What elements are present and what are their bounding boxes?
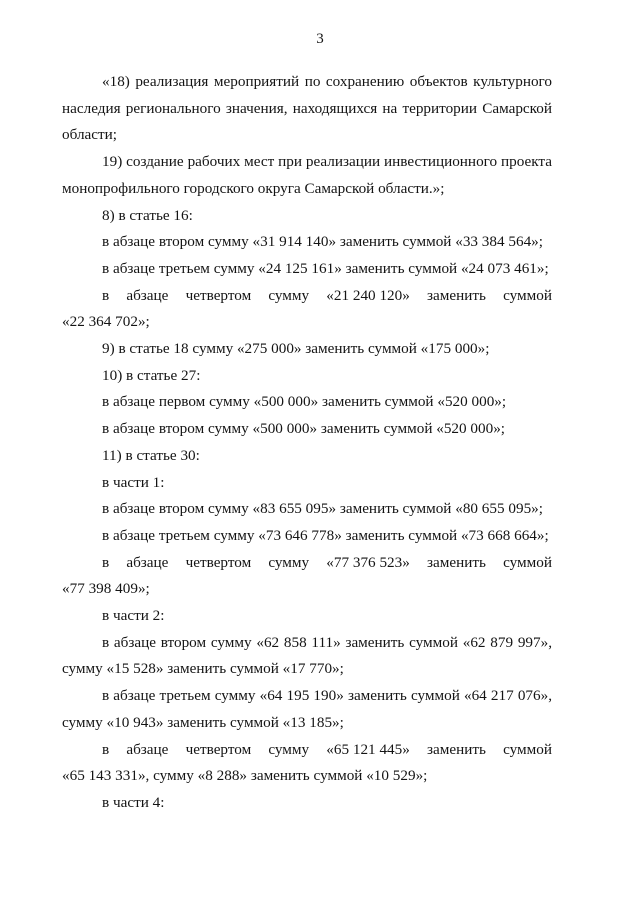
paragraph bbox=[62, 283, 552, 336]
paragraph bbox=[62, 630, 552, 683]
paragraph bbox=[62, 790, 552, 817]
paragraph bbox=[62, 69, 552, 149]
page-number: 3 bbox=[316, 31, 324, 47]
paragraph-continuation: «22 364 702»; bbox=[62, 313, 150, 331]
word: сумму bbox=[268, 286, 310, 304]
word: четвертом bbox=[185, 740, 252, 758]
word: «21 240 120» bbox=[326, 286, 410, 304]
word: в bbox=[102, 553, 110, 571]
word: суммой bbox=[503, 740, 552, 758]
word: сумму bbox=[268, 740, 310, 758]
paragraph bbox=[62, 256, 552, 283]
paragraph-text: в абзаце третьем сумму «73 646 778» заменить суммой «73 668 664»; bbox=[102, 526, 549, 544]
paragraph bbox=[62, 389, 552, 416]
paragraph bbox=[62, 523, 552, 550]
word: четвертом bbox=[185, 553, 252, 571]
paragraph-text: в абзаце первом сумму «500 000» заменить суммой «520 000»; bbox=[102, 393, 507, 411]
paragraph-continuation: «65 143 331», сумму «8 288» заменить суммой «10 529»; bbox=[62, 767, 428, 785]
paragraph-text: в абзаце третьем сумму «64 195 190» заменить суммой «64 217 076», сумму «10 943» заменить суммой «13 185»; bbox=[62, 687, 552, 731]
word: сумму bbox=[268, 553, 310, 571]
paragraph-text: в части 4: bbox=[102, 793, 165, 811]
paragraph-text: в части 1: bbox=[102, 473, 165, 491]
document-body bbox=[62, 69, 552, 817]
word: в bbox=[102, 740, 110, 758]
paragraph-first-line bbox=[62, 737, 552, 764]
word: заменить bbox=[426, 740, 486, 758]
word: суммой bbox=[503, 553, 552, 571]
paragraph-text: 11) в статье 30: bbox=[102, 446, 200, 464]
paragraph bbox=[62, 683, 552, 736]
word: заменить bbox=[426, 286, 486, 304]
paragraph bbox=[62, 336, 552, 363]
word: суммой bbox=[503, 286, 552, 304]
paragraph-continuation: «77 398 409»; bbox=[62, 580, 150, 598]
word: четвертом bbox=[185, 286, 252, 304]
paragraph bbox=[62, 737, 552, 790]
paragraph-text: в абзаце втором сумму «62 858 111» заменить суммой «62 879 997», сумму «15 528» заменить суммой «17 770»; bbox=[62, 633, 552, 678]
paragraph bbox=[62, 203, 552, 230]
paragraph-text: в абзаце третьем сумму «24 125 161» заменить суммой «24 073 461»; bbox=[102, 259, 549, 277]
word: абзаце bbox=[126, 553, 169, 571]
paragraph-text: 8) в статье 16: bbox=[102, 206, 193, 224]
word: абзаце bbox=[126, 286, 169, 304]
paragraph bbox=[62, 363, 552, 390]
paragraph-text: в абзаце втором сумму «83 655 095» заменить суммой «80 655 095»; bbox=[102, 500, 543, 518]
paragraph-first-line bbox=[62, 550, 552, 577]
paragraph-first-line bbox=[62, 283, 552, 310]
paragraph bbox=[62, 443, 552, 470]
paragraph bbox=[62, 496, 552, 523]
paragraph-text: в абзаце втором сумму «500 000» заменить суммой «520 000»; bbox=[102, 420, 506, 438]
paragraph bbox=[62, 603, 552, 630]
paragraph-text: 9) в статье 18 сумму «275 000» заменить суммой «175 000»; bbox=[102, 340, 490, 358]
paragraph bbox=[62, 229, 552, 256]
paragraph bbox=[62, 470, 552, 497]
paragraph-text: 10) в статье 27: bbox=[102, 366, 201, 384]
word: абзаце bbox=[126, 740, 169, 758]
paragraph-text: 19) создание рабочих мест при реализации инвестиционного проекта монопрофильного городского округа Самарской области.»; bbox=[62, 153, 552, 197]
paragraph-text: в части 2: bbox=[102, 607, 165, 625]
paragraph bbox=[62, 550, 552, 603]
paragraph bbox=[62, 149, 552, 202]
word: заменить bbox=[426, 553, 486, 571]
word: в bbox=[102, 286, 110, 304]
paragraph bbox=[62, 416, 552, 443]
word: «65 121 445» bbox=[326, 740, 410, 758]
word: «77 376 523» bbox=[326, 553, 410, 571]
paragraph-text: «18) реализация мероприятий по сохранению объектов культурного наследия регионального значения, находящихся на территории Самарской области; bbox=[62, 73, 552, 144]
paragraph-text: в абзаце втором сумму «31 914 140» заменить суммой «33 384 564»; bbox=[102, 233, 543, 251]
